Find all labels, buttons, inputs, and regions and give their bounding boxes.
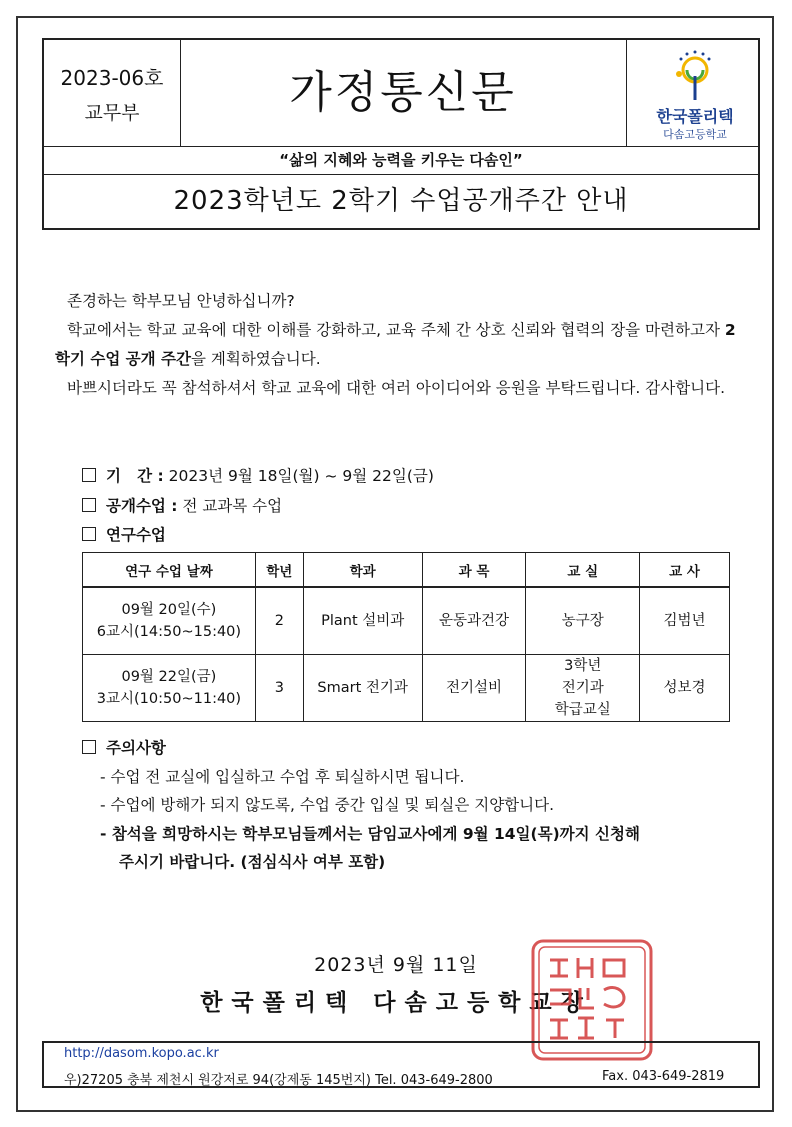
col-header-room: 교 실 — [526, 553, 640, 588]
cell-date: 09월 20일(수) 6교시(14:50~15:40) — [83, 587, 256, 655]
slogan: “삶의 지혜와 능력을 키우는 다솜인” — [44, 146, 758, 175]
notice-title: 2023학년도 2학기 수업공개주간 안내 — [173, 186, 629, 216]
cell-grade: 2 — [255, 587, 303, 655]
cell-teacher: 성보경 — [640, 655, 730, 722]
note-3: - 참석을 희망하시는 학부모님들께서는 담임교사에게 9월 14일(목)까지 신청해 — [100, 825, 640, 843]
table-row — [83, 655, 730, 722]
cell-room: 농구장 — [526, 587, 640, 655]
principal-name: 한국폴리텍 다솜고등학교장 — [200, 990, 592, 1016]
logo-name: 한국폴리텍 — [656, 107, 734, 126]
col-header-teacher: 교 사 — [640, 553, 730, 588]
cell-room: 3학년 전기과 학급교실 — [526, 655, 640, 722]
col-header-dept: 학과 — [303, 553, 422, 588]
study-class-table — [82, 552, 730, 722]
cell-subject: 운동과건강 — [422, 587, 526, 655]
study-class-item: 연구수업 — [82, 523, 166, 545]
cell-teacher: 김범년 — [640, 587, 730, 655]
footer — [42, 1041, 760, 1088]
issue-date: 2023년 9월 11일 — [314, 954, 478, 976]
school-address: 우)27205 충북 제천시 원강저로 94(강제동 145번지) Tel. 043-649-2800 — [64, 1073, 493, 1088]
table-row — [83, 587, 730, 655]
cell-date: 09월 22일(금) 3교시(10:50~11:40) — [83, 655, 256, 722]
caution-item: 주의사항 — [82, 736, 166, 758]
period-item: 기 간 : 2023년 9월 18일(월) ~ 9월 22일(금) — [82, 464, 434, 486]
note-2: - 수업에 방해가 되지 않도록, 수업 중간 입실 및 퇴실은 지양합니다. — [100, 796, 555, 814]
newsletter-title: 가정통신문 — [289, 67, 517, 118]
cell-grade: 3 — [255, 655, 303, 722]
issue-number: 2023-06호 — [60, 66, 164, 90]
checkbox-icon — [82, 527, 96, 541]
department: 교무부 — [84, 102, 140, 124]
cell-subject: 전기설비 — [422, 655, 526, 722]
cell-dept: Plant 설비과 — [303, 587, 422, 655]
checkbox-icon — [82, 740, 96, 754]
header-box — [42, 38, 760, 230]
cell-dept: Smart 전기과 — [303, 655, 422, 722]
note-1: - 수업 전 교실에 입실하고 수업 후 퇴실하시면 됩니다. — [100, 768, 465, 786]
table-header-row — [83, 553, 730, 588]
paragraph-1: 학교에서는 학교 교육에 대한 이해를 강화하고, 교육 주체 간 상호 신뢰와 협력의 장을 마련하고자 2학기 수업 공개 주간을 계획하였습니다. — [55, 321, 736, 368]
greeting: 존경하는 학부모님 안녕하십니까? — [67, 292, 295, 310]
school-url-link[interactable]: http://dasom.kopo.ac.kr — [64, 1046, 219, 1061]
logo-subname: 다솜고등학교 — [663, 128, 727, 141]
fax-number: Fax. 043-649-2819 — [602, 1069, 725, 1084]
col-header-date: 연구 수업 날짜 — [83, 553, 256, 588]
issue-cell — [44, 40, 181, 146]
note-3-cont: 주시기 바랍니다. (점심식사 여부 포함) — [119, 853, 386, 871]
checkbox-icon — [82, 468, 96, 482]
col-header-grade: 학년 — [255, 553, 303, 588]
open-class-item: 공개수업 : 전 교과목 수업 — [82, 494, 282, 516]
logo-emblem-icon — [673, 46, 717, 104]
col-header-subject: 과 목 — [422, 553, 526, 588]
school-logo — [626, 40, 763, 146]
checkbox-icon — [82, 498, 96, 512]
highlight-text: 2학기 수업 공개 주간 — [55, 321, 736, 368]
paragraph-2: 바쁘시더라도 꼭 참석하셔서 학교 교육에 대한 여러 아이디어와 응원을 부탁드립니다. 감사합니다. — [67, 379, 726, 397]
header-top-row — [44, 40, 758, 147]
